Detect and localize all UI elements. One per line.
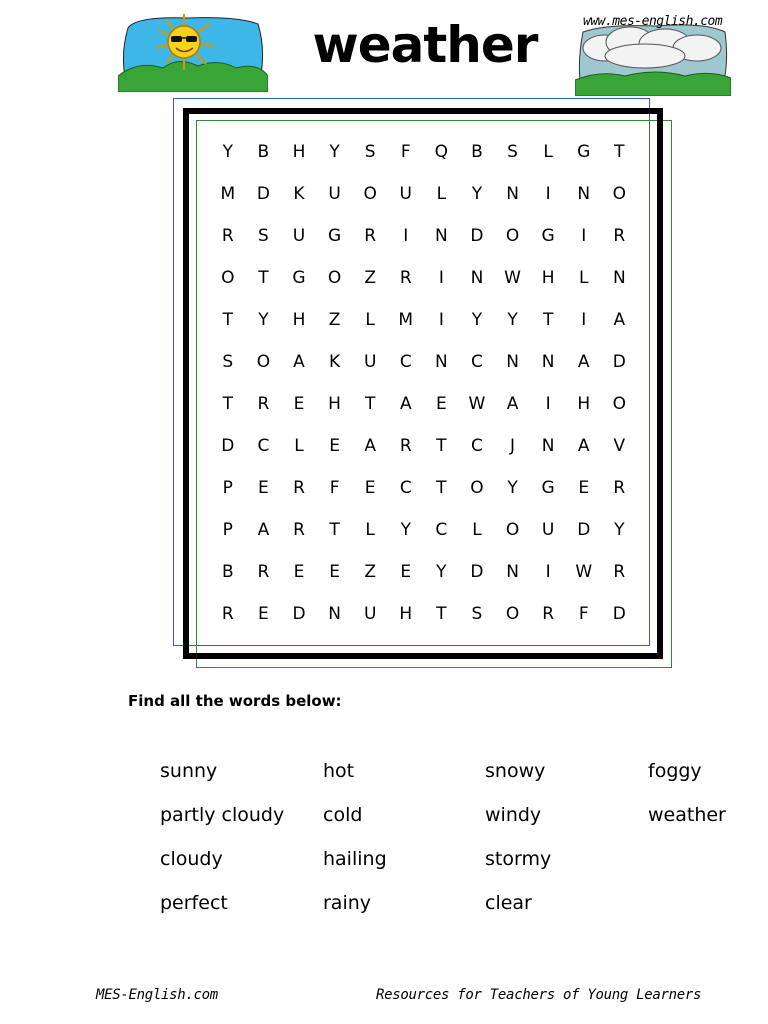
word-list-item: sunny	[160, 760, 218, 782]
instructions: Find all the words below:	[128, 692, 342, 710]
grid-letter: I	[581, 226, 587, 246]
word-list-item: snowy	[485, 760, 546, 782]
grid-letter: D	[470, 226, 484, 246]
grid-letter: H	[292, 310, 306, 330]
grid-letter: N	[435, 226, 448, 246]
grid-letter: Y	[471, 184, 483, 204]
grid-letter: L	[472, 520, 482, 540]
grid-letter: H	[577, 394, 591, 414]
grid-letter: R	[293, 478, 305, 498]
word-list-item: foggy	[648, 760, 702, 782]
grid-letter: Z	[328, 310, 341, 330]
grid-letter: B	[257, 142, 270, 162]
grid-letter: L	[294, 436, 304, 456]
grid-letter: C	[257, 436, 270, 456]
grid-letter: R	[293, 520, 305, 540]
grid-letter: D	[612, 604, 626, 624]
grid-letter: R	[364, 226, 377, 246]
grid-letter: R	[613, 478, 626, 498]
grid-letter: R	[613, 562, 626, 582]
grid-letter: G	[577, 142, 591, 162]
grid-letter: A	[577, 352, 590, 372]
grid-letter: J	[510, 436, 516, 456]
grid-letter: Y	[507, 310, 518, 330]
grid-letter: U	[363, 604, 377, 624]
footer-tagline: Resources for Teachers of Young Learners	[376, 987, 702, 1003]
grid-letter: I	[438, 268, 444, 288]
grid-letter: U	[399, 184, 412, 204]
grid-letter: U	[292, 226, 306, 246]
grid-letter: G	[292, 268, 306, 288]
word-list-item: stormy	[485, 848, 552, 870]
grid-letter: R	[613, 226, 626, 246]
grid-letter: H	[541, 268, 555, 288]
grid-letter: N	[577, 184, 591, 204]
grid-letter: E	[258, 478, 269, 498]
grid-letter: Y	[222, 142, 233, 162]
grid-letter: D	[292, 604, 306, 624]
grid-letter: B	[221, 562, 234, 582]
grid-letter: Y	[471, 310, 483, 330]
grid-letter: F	[329, 478, 340, 498]
grid-letter: A	[506, 394, 519, 414]
word-list-item: partly cloudy	[160, 804, 285, 826]
grid-letter: T	[329, 520, 340, 540]
grid-letter: D	[612, 352, 626, 372]
grid-letter: D	[221, 436, 235, 456]
grid-letter: H	[399, 604, 413, 624]
grid-letter: I	[581, 310, 587, 330]
grid-letter: O	[612, 184, 627, 204]
grid-letter: S	[257, 226, 269, 246]
grid-letter: L	[543, 142, 553, 162]
grid-letter: N	[541, 352, 555, 372]
grid-letter: Q	[434, 142, 449, 162]
grid-letter: D	[470, 562, 484, 582]
grid-letter: U	[328, 184, 341, 204]
grid-letter: R	[221, 604, 234, 624]
grid-letter: T	[614, 142, 625, 162]
grid-letter: Y	[614, 520, 625, 540]
grid-letter: O	[363, 184, 377, 204]
grid-letter: B	[471, 142, 483, 162]
grid-letter: T	[436, 604, 447, 624]
word-list-item: hot	[323, 760, 355, 782]
grid-letter: E	[435, 394, 447, 414]
grid-letter: E	[578, 478, 590, 498]
grid-letter: E	[364, 478, 376, 498]
grid-letter: L	[436, 184, 447, 204]
grid-letter: K	[293, 184, 305, 204]
sunny-clipart-icon	[118, 10, 268, 92]
grid-letter: M	[220, 184, 236, 204]
footer-site-name: MES-English.com	[96, 987, 218, 1003]
grid-letter: T	[364, 394, 376, 414]
grid-letter: T	[222, 394, 233, 414]
grid-letter: A	[399, 394, 412, 414]
grid-letter: A	[257, 520, 270, 540]
grid-letter: I	[403, 226, 409, 246]
grid-letter: O	[327, 268, 342, 288]
grid-letter: G	[327, 226, 342, 246]
grid-letter: K	[329, 352, 341, 372]
grid-letter: O	[612, 394, 627, 414]
grid-letter: G	[541, 478, 555, 498]
grid-letter: E	[400, 562, 412, 582]
grid-letter: H	[328, 394, 341, 414]
grid-letter: T	[222, 310, 233, 330]
grid-letter: T	[436, 478, 447, 498]
grid-letter: A	[577, 436, 590, 456]
word-list-item: hailing	[323, 848, 387, 870]
grid-letter: R	[257, 394, 270, 414]
grid-letter: U	[363, 352, 377, 372]
grid-letter: E	[293, 562, 305, 582]
grid-letter: H	[292, 142, 306, 162]
grid-letter: W	[468, 394, 486, 414]
grid-letter: O	[505, 520, 520, 540]
grid-letter: C	[399, 478, 412, 498]
grid-letter: C	[399, 352, 412, 372]
grid-letter: Y	[400, 520, 411, 540]
grid-letter: C	[435, 520, 448, 540]
grid-letter: M	[398, 310, 414, 330]
grid-letter: E	[258, 604, 269, 624]
grid-letter: O	[505, 604, 520, 624]
grid-letter: Z	[364, 562, 376, 582]
grid-letter: C	[471, 352, 483, 372]
grid-letter: W	[504, 268, 521, 288]
grid-letter: R	[399, 268, 412, 288]
grid-letter: E	[329, 562, 340, 582]
grid-letter: U	[541, 520, 555, 540]
grid-letter: Y	[329, 142, 340, 162]
word-list-item: cold	[323, 804, 363, 826]
grid-letter: N	[506, 562, 519, 582]
grid-letter: N	[435, 352, 448, 372]
grid-letter: N	[541, 436, 555, 456]
grid-letter: A	[364, 436, 376, 456]
grid-letter: O	[221, 268, 235, 288]
grid-letter: S	[222, 352, 234, 372]
word-list-item: clear	[485, 892, 532, 914]
grid-letter: C	[471, 436, 483, 456]
grid-letter: D	[577, 520, 591, 540]
grid-letter: E	[293, 394, 305, 414]
grid-letter: N	[612, 268, 626, 288]
grid-letter: I	[545, 562, 551, 582]
grid-letter: S	[507, 142, 518, 162]
grid-letter: T	[542, 310, 554, 330]
grid-letter: R	[542, 604, 555, 624]
grid-letter: I	[438, 310, 444, 330]
grid-letter: S	[364, 142, 376, 162]
word-search-grid	[210, 131, 637, 635]
grid-letter: L	[365, 310, 375, 330]
grid-letter: P	[222, 520, 233, 540]
grid-letter: T	[436, 436, 447, 456]
grid-letter: Y	[258, 310, 269, 330]
grid-letter: L	[578, 268, 589, 288]
grid-letter: A	[293, 352, 305, 372]
grid-letter: I	[545, 184, 551, 204]
grid-letter: T	[258, 268, 269, 288]
grid-letter: N	[470, 268, 484, 288]
grid-letter: Y	[507, 478, 518, 498]
grid-letter: N	[506, 184, 519, 204]
grid-letter: I	[545, 394, 551, 414]
site-url: www.mes-english.com	[583, 14, 723, 29]
grid-letter: V	[613, 436, 626, 456]
grid-letter: Z	[364, 268, 376, 288]
grid-letter: O	[470, 478, 484, 498]
grid-letter: Y	[436, 562, 447, 582]
word-list-item: windy	[485, 804, 542, 826]
grid-letter: N	[328, 604, 341, 624]
word-list-item: weather	[648, 804, 726, 826]
grid-letter: G	[541, 226, 555, 246]
grid-letter: D	[256, 184, 270, 204]
grid-letter: P	[222, 478, 233, 498]
grid-letter: R	[257, 562, 270, 582]
grid-letter: O	[256, 352, 271, 372]
word-list-item: cloudy	[160, 848, 223, 870]
grid-letter: W	[575, 562, 593, 582]
grid-letter: L	[365, 520, 375, 540]
grid-letter: F	[400, 142, 411, 162]
grid-letter: A	[613, 310, 626, 330]
grid-letter: N	[506, 352, 519, 372]
grid-letter: F	[578, 604, 589, 624]
grid-letter: E	[329, 436, 340, 456]
grid-letter: O	[505, 226, 520, 246]
page-title: weather	[312, 16, 538, 74]
grid-letter: R	[399, 436, 412, 456]
grid-letter: R	[221, 226, 234, 246]
grid-letter: S	[471, 604, 483, 624]
word-list-item: perfect	[160, 892, 228, 914]
word-list-item: rainy	[323, 892, 372, 914]
